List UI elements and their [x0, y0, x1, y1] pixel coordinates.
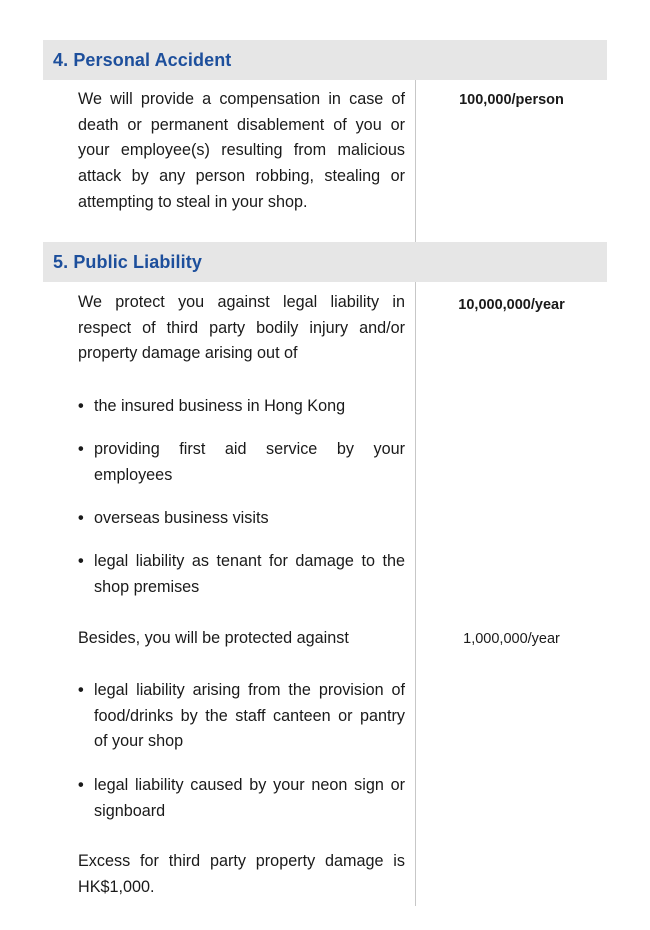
bullet-icon: • [78, 776, 84, 794]
public-liability-intro: We protect you against legal liability in respect of third party bodily injury and/or property damage arising out of [78, 293, 405, 363]
bullet-icon: • [78, 681, 84, 699]
section-header-personal-accident [43, 40, 607, 80]
list-item [78, 773, 405, 824]
excess-text: Excess for third party property damage is HK$1,000. [78, 852, 405, 896]
section-title: 5. Public Liability [53, 251, 202, 272]
besides-text: Besides, you will be protected against [78, 629, 349, 647]
bullet-icon: • [78, 509, 84, 527]
list-item [78, 437, 405, 488]
list-item-text: the insured business in Hong Kong [94, 397, 346, 415]
list-item [78, 549, 405, 600]
list-item-text: providing first aid service by your employees [94, 440, 405, 484]
list-item [78, 678, 405, 755]
bullet-icon: • [78, 440, 84, 458]
personal-accident-limit: 100,000/person [459, 92, 564, 108]
list-item [78, 506, 405, 532]
section-header-public-liability [43, 242, 607, 282]
public-liability-limit: 10,000,000/year [458, 297, 565, 313]
list-item-text: overseas business visits [94, 509, 269, 527]
list-item [78, 394, 405, 420]
list-item-text: legal liability caused by your neon sign or signboard [94, 776, 405, 820]
list-item-text: legal liability as tenant for damage to the shop premises [94, 552, 405, 596]
list-item-text: legal liability arising from the provision of food/drinks by the staff canteen or pantry of your shop [94, 681, 405, 751]
column-divider [415, 282, 416, 906]
bullet-icon: • [78, 397, 84, 415]
personal-accident-description: We will provide a compensation in case of death or permanent disablement of you or your employee(s) resulting from malicious attack by any person robbing, stealing or attempting to steal in your shop. [78, 90, 405, 211]
besides-limit: 1,000,000/year [463, 631, 560, 647]
section-title: 4. Personal Accident [53, 49, 232, 70]
bullet-icon: • [78, 552, 84, 570]
